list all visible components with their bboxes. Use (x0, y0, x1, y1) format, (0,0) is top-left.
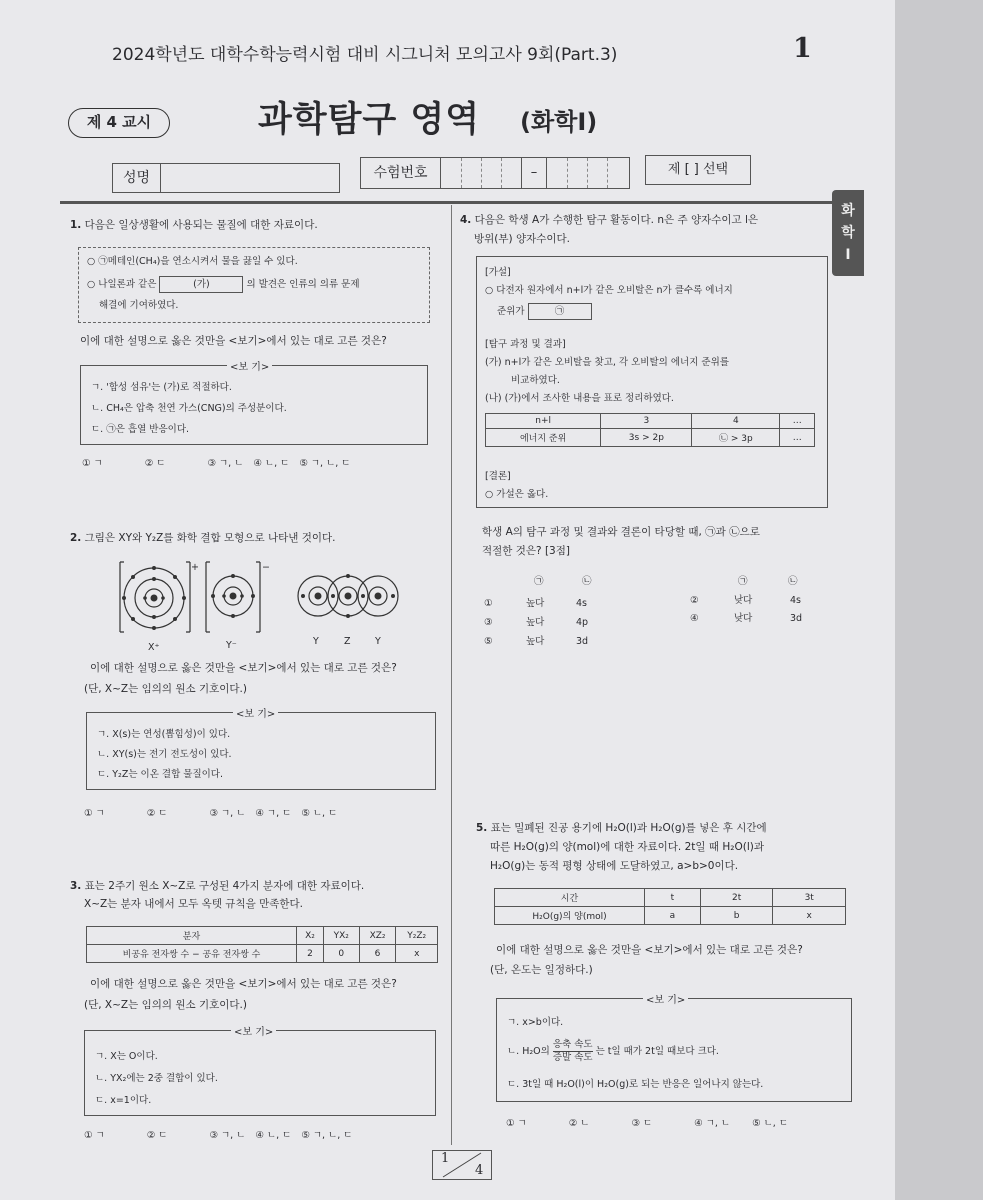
exam-title: 2024학년도 대학수학능력시험 대비 시그니처 모의고사 9회(Part.3) (112, 45, 618, 65)
q3-cell-2: 0 (323, 945, 359, 963)
q1-bogi-label: <보 기> (227, 358, 272, 373)
q2-charge-minus: − (262, 562, 270, 573)
q4-prompt-2: 적절한 것은? [3점] (482, 545, 570, 557)
q1-choice-1[interactable]: ① ㄱ (82, 458, 103, 469)
q2-choice-5[interactable]: ⑤ ㄴ, ㄷ (301, 808, 338, 819)
q1-choices (82, 456, 368, 471)
page-indicator-current: 1 (441, 1151, 450, 1166)
elective-choice-field: 제 [ ] 선택 (645, 155, 751, 185)
q4-cell-3: ㉡ > 3p (692, 429, 780, 447)
q4-hypothesis-1: ○ 다전자 원자에서 n+l가 같은 오비탈은 n가 클수록 에너지 (485, 285, 733, 296)
q4-hypothesis-2: 준위가 ㉠ (497, 303, 592, 320)
q2-bogi-box (86, 709, 436, 790)
q4-cell-1: 에너지 준위 (486, 429, 601, 447)
q3-item-a: ㄱ. X는 O이다. (95, 1051, 158, 1062)
q2-bogi-label: <보 기> (233, 705, 278, 720)
q2-label-y-ion: Y⁻ (226, 640, 237, 651)
q3-bogi-box (84, 1027, 436, 1116)
header-rule (60, 201, 843, 204)
q5-note: (단, 온도는 일정하다.) (490, 964, 593, 976)
q5-cell-3: b (700, 907, 773, 925)
q2-choices (84, 806, 355, 821)
q3-stem-1: 3. 표는 2주기 원소 X~Z로 구성된 4가지 분자에 대한 자료이다. (70, 880, 365, 892)
q2-prompt: 이에 대한 설명으로 옳은 것만을 <보기>에서 있는 대로 고른 것은? (90, 662, 397, 674)
q4-procedure-label: [탐구 과정 및 결과] (485, 339, 566, 350)
q4-th-1: n+l (486, 414, 601, 429)
q4-conclusion-label: [결론] (485, 471, 511, 482)
q4-procedure-2: 비교하였다. (511, 375, 560, 386)
q4-choice-5[interactable]: ⑤ 높다 3d (484, 636, 589, 647)
q4-head-2: ㉡ (582, 576, 592, 587)
q2-label-x: X⁺ (148, 642, 160, 653)
q2-item-c: ㄷ. Y₂Z는 이온 결합 물질이다. (97, 769, 224, 780)
q4-stem-1: 4. 다음은 학생 A가 수행한 탐구 활동이다. n은 주 양자수이고 l은 (460, 214, 759, 226)
desk-background (895, 0, 983, 1200)
q4-head-1: ㉠ (534, 576, 544, 587)
q1-bogi-box (80, 362, 428, 445)
q5-bogi-box (496, 995, 852, 1102)
q3-th-4: Y₂Z₂ (396, 927, 438, 945)
q4-th-4: … (780, 414, 815, 429)
q5-table (494, 888, 846, 925)
period-badge: 제 4 교시 (68, 108, 170, 138)
name-field (112, 163, 340, 193)
page-indicator (432, 1150, 492, 1180)
q3-th-2: YX₂ (323, 927, 359, 945)
q2-note: (단, X~Z는 임의의 원소 기호이다.) (84, 683, 247, 695)
q5-stem-2: 따른 H₂O(g)의 양(mol)에 대한 자료이다. 2t일 때 H₂O(l)과 (490, 841, 764, 853)
q4-table (485, 413, 815, 447)
q1-choice-4[interactable]: ④ ㄴ, ㄷ (253, 458, 290, 469)
q4-cell-2: 3s > 2p (601, 429, 692, 447)
page-number: 1 (793, 33, 812, 64)
q3-cell-3: 6 (359, 945, 396, 963)
q3-choice-1[interactable]: ① ㄱ (84, 1130, 105, 1141)
q5-choice-2[interactable]: ② ㄴ (568, 1118, 590, 1129)
q2-stem: 2. 그림은 XY와 Y₂Z를 화학 결합 모형으로 나타낸 것이다. (70, 532, 336, 544)
q2-choice-3[interactable]: ③ ㄱ, ㄴ (209, 808, 246, 819)
q1-choice-3[interactable]: ③ ㄱ, ㄴ (207, 458, 244, 469)
subject-title: 과학탐구 영역 (258, 100, 481, 140)
q5-th-1: 시간 (495, 889, 645, 907)
exam-number-label: 수험번호 (361, 158, 441, 188)
q5-stem-1: 5. 표는 밀폐된 진공 용기에 H₂O(l)과 H₂O(g)를 넣은 후 시간에 (476, 822, 767, 834)
q3-stem-2: X~Z는 분자 내에서 모두 옥텟 규칙을 만족한다. (84, 898, 303, 910)
q4-choice-1[interactable]: ① 높다 4s (484, 598, 587, 609)
q4-choice-2[interactable]: ② 낮다 4s (690, 595, 801, 606)
subject-subtitle: (화학Ⅰ) (520, 108, 598, 136)
q3-row-label: 비공유 전자쌍 수 − 공유 전자쌍 수 (87, 945, 297, 963)
q4-procedure-1: (가) n+l가 같은 오비탈을 찾고, 각 오비탈의 에너지 준위를 (485, 357, 729, 368)
q5-th-3: 2t (700, 889, 773, 907)
q5-choices (506, 1116, 806, 1131)
q3-cell-4: x (396, 945, 438, 963)
q3-choice-5[interactable]: ⑤ ㄱ, ㄴ, ㄷ (301, 1130, 353, 1141)
column-divider (451, 205, 452, 1145)
q4-hypothesis-label: [가설] (485, 267, 511, 278)
q5-cell-4: x (773, 907, 846, 925)
q3-item-c: ㄷ. x=1이다. (95, 1095, 152, 1106)
q3-choice-2[interactable]: ② ㄷ (146, 1130, 168, 1141)
q4-cell-4: … (780, 429, 815, 447)
q3-prompt: 이에 대한 설명으로 옳은 것만을 <보기>에서 있는 대로 고른 것은? (90, 978, 397, 990)
q2-label-y2: Y (375, 636, 381, 647)
subject-side-tab: 화학Ⅰ (832, 190, 864, 276)
q4-head-3: ㉠ (738, 576, 748, 587)
q2-choice-1[interactable]: ① ㄱ (84, 808, 105, 819)
q4-choice-3[interactable]: ③ 높다 4p (484, 617, 589, 628)
q5-prompt: 이에 대한 설명으로 옳은 것만을 <보기>에서 있는 대로 고른 것은? (496, 944, 803, 956)
q3-cell-1: 2 (297, 945, 324, 963)
q5-th-4: 3t (773, 889, 846, 907)
q5-choice-3[interactable]: ③ ㄷ (631, 1118, 653, 1129)
q1-line3: 해결에 기여하였다. (99, 300, 179, 311)
name-label: 성명 (113, 164, 161, 192)
q2-charge-plus: + (191, 562, 199, 573)
q4-th-3: 4 (692, 414, 780, 429)
q1-prompt: 이에 대한 설명으로 옳은 것만을 <보기>에서 있는 대로 고른 것은? (80, 335, 387, 347)
q1-line2: ○ 나일론과 같은 (가) 의 발견은 인류의 의류 문제 (87, 276, 360, 293)
q1-choice-2[interactable]: ② ㄷ (144, 458, 166, 469)
q3-item-b: ㄴ. YX₂에는 2중 결합이 있다. (95, 1073, 218, 1084)
q5-cell-1: H₂O(g)의 양(mol) (495, 907, 645, 925)
q1-choice-5[interactable]: ⑤ ㄱ, ㄴ, ㄷ (299, 458, 351, 469)
q4-choice-4[interactable]: ④ 낮다 3d (690, 613, 803, 624)
q5-item-b: ㄴ. H₂O의 응축 속도 증발 속도 는 t일 때가 2t일 때보다 크다. (507, 1039, 719, 1063)
q1-item-b: ㄴ. CH₄은 압축 천연 가스(CNG)의 주성분이다. (91, 403, 287, 414)
q1-data-box (78, 247, 430, 323)
q4-conclusion: ○ 가설은 옳다. (485, 489, 549, 500)
q2-item-b: ㄴ. XY(s)는 전기 전도성이 있다. (97, 749, 232, 760)
q2-label-z: Z (344, 636, 351, 647)
q5-item-c: ㄷ. 3t일 때 H₂O(l)이 H₂O(g)로 되는 반응은 일어나지 않는다. (507, 1079, 764, 1090)
q4-prompt-1: 학생 A의 탐구 과정 및 결과와 결론이 타당할 때, ㉠과 ㉡으로 (482, 526, 760, 538)
q3-bogi-label: <보 기> (231, 1023, 276, 1038)
q1-stem: 1. 다음은 일상생활에 사용되는 물질에 대한 자료이다. (70, 219, 318, 231)
q3-choices (84, 1128, 370, 1143)
q1-item-a: ㄱ. '합성 섬유'는 (가)로 적절하다. (91, 382, 232, 393)
q2-choice-2[interactable]: ② ㄷ (146, 808, 168, 819)
q5-choice-4[interactable]: ④ ㄱ, ㄴ (694, 1118, 731, 1129)
q3-th-1: X₂ (297, 927, 324, 945)
q3-th-3: XZ₂ (359, 927, 396, 945)
q5-stem-3: H₂O(g)는 동적 평형 상태에 도달하였고, a>b>0이다. (490, 860, 739, 872)
exam-number-dash: – (521, 158, 547, 188)
q2-label-y1: Y (313, 636, 319, 647)
q5-th-2: t (645, 889, 701, 907)
q5-choice-5[interactable]: ⑤ ㄴ, ㄷ (752, 1118, 789, 1129)
q2-choice-4[interactable]: ④ ㄱ, ㄷ (255, 808, 292, 819)
q4-procedure-3: (나) (가)에서 조사한 내용을 표로 정리하였다. (485, 393, 674, 404)
q3-choice-4[interactable]: ④ ㄴ, ㄷ (255, 1130, 292, 1141)
q5-bogi-label: <보 기> (643, 991, 688, 1006)
q4-activity-box (476, 256, 828, 508)
q2-item-a: ㄱ. X(s)는 연성(뽑힘성)이 있다. (97, 729, 231, 740)
q4-th-2: 3 (601, 414, 692, 429)
exam-number-field (360, 157, 630, 189)
q5-choice-1[interactable]: ① ㄱ (506, 1118, 527, 1129)
q5-item-a: ㄱ. x>b이다. (507, 1017, 564, 1028)
q4-stem-2: 방위(부) 양자수이다. (474, 233, 571, 245)
q3-choice-3[interactable]: ③ ㄱ, ㄴ (209, 1130, 246, 1141)
q1-item-c: ㄷ. ㉠은 흡열 반응이다. (91, 424, 190, 435)
q3-th-molecule: 분자 (87, 927, 297, 945)
q5-cell-2: a (645, 907, 701, 925)
page-indicator-total: 4 (475, 1163, 484, 1178)
q4-head-4: ㉡ (788, 576, 798, 587)
q1-line1: ○ ㉠메테인(CH₄)을 연소시켜서 물을 끓일 수 있다. (87, 256, 298, 267)
q3-table (86, 926, 438, 963)
q3-note: (단, X~Z는 임의의 원소 기호이다.) (84, 999, 247, 1011)
